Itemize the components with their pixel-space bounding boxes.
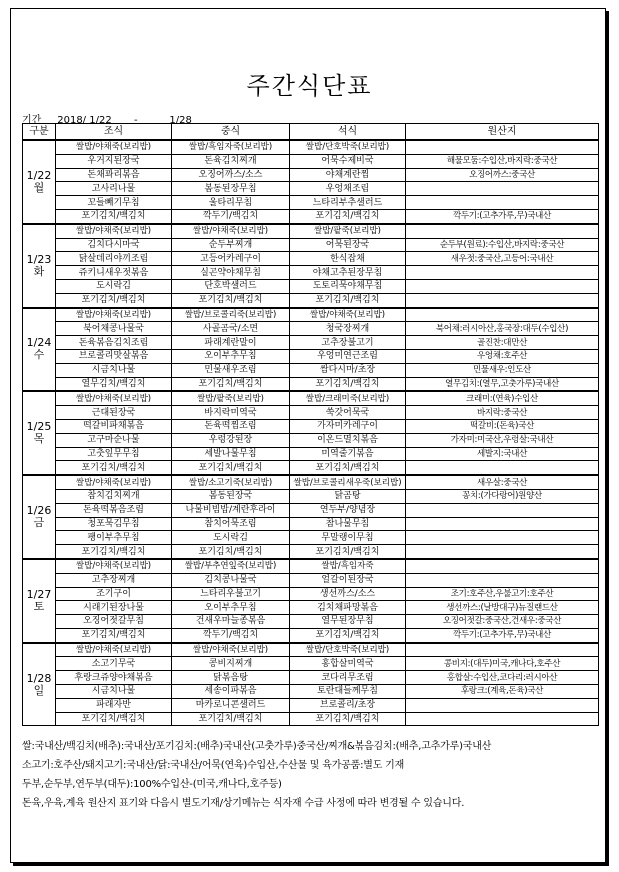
origin-cell: 순두부(원료):수입산,바지락:중국산 [406, 238, 599, 252]
lunch-cell: 쌀밥/브로콜리죽(보리밥) [172, 308, 290, 322]
table-row [23, 140, 599, 154]
period-label: 기간 [22, 115, 42, 126]
origin-cell: 골진찬:대만산 [406, 336, 599, 350]
lunch-cell: 쌀밥/흑임자죽(보리밥) [172, 140, 290, 154]
dinner-cell: 우엉미연근조림 [290, 349, 406, 363]
origin-cell: 조기:호주산,우불고기:호주산 [406, 587, 599, 601]
breakfast-cell: 포기김치/백김치 [56, 545, 172, 559]
day-date: 1/24 [26, 336, 52, 350]
breakfast-cell: 고춧잎무무침 [56, 447, 172, 461]
origin-cell: 콩비지:(대두)미국,캐나다,호주산 [406, 657, 599, 671]
table-row [23, 447, 599, 461]
breakfast-cell: 쌀밥/야채죽(보리밥) [56, 475, 172, 489]
day-date: 1/23 [26, 252, 52, 266]
breakfast-cell: 후랑크쥬양야채볶음 [56, 671, 172, 685]
dinner-cell: 포기김치/백김치 [290, 545, 406, 559]
table-row [23, 615, 599, 629]
lunch-cell: 돈육김치찌개 [172, 154, 290, 168]
day-weekday: 금 [33, 516, 45, 530]
header-dinner: 석식 [290, 124, 406, 141]
lunch-cell: 바지락미역국 [172, 406, 290, 420]
dinner-cell: 쌀밥/크래미죽(보리밥) [290, 391, 406, 405]
lunch-cell: 파래계란말이 [172, 336, 290, 350]
day-date: 1/22 [26, 168, 52, 182]
lunch-cell: 순두부찌개 [172, 238, 290, 252]
breakfast-cell: 소고기무국 [56, 657, 172, 671]
dinner-cell: 쌀밥/단호박죽(보리밥) [290, 643, 406, 657]
lunch-cell: 봄동된장무침 [172, 182, 290, 196]
day-date: 1/25 [26, 420, 52, 434]
lunch-cell: 민물새우조림 [172, 363, 290, 377]
dinner-cell: 얼갈이된장국 [290, 573, 406, 587]
dinner-cell: 쑥갓어묵국 [290, 406, 406, 420]
table-row [23, 503, 599, 517]
lunch-cell: 포기김치/백김치 [172, 293, 290, 307]
breakfast-cell: 포기김치/백김치 [56, 293, 172, 307]
dinner-cell: 포기김치/백김치 [290, 628, 406, 642]
dinner-cell: 포기김치/백김치 [290, 712, 406, 726]
lunch-cell: 콩비지찌개 [172, 657, 290, 671]
header-row [23, 124, 599, 141]
breakfast-cell: 우거지된장국 [56, 154, 172, 168]
day-cell [23, 475, 56, 559]
origin-cell [406, 545, 599, 559]
origin-cell [406, 503, 599, 517]
lunch-cell: 고등어카레구이 [172, 252, 290, 266]
origin-cell: 깍두기:(고추가루,무)국내산 [406, 628, 599, 642]
table-row [23, 587, 599, 601]
period-start: 2018/ 1/22 [57, 115, 112, 126]
dinner-cell: 어묵수제비국 [290, 154, 406, 168]
table-row [23, 279, 599, 293]
lunch-cell: 마카로니콘샐러드 [172, 698, 290, 712]
dinner-cell: 쌀밥/야채죽(보리밥) [290, 308, 406, 322]
origin-cell: 가자미:미국산,우렁살:국내산 [406, 433, 599, 447]
lunch-cell: 참치어묵조림 [172, 517, 290, 531]
origin-cell [406, 196, 599, 210]
breakfast-cell: 북어채콩나물국 [56, 322, 172, 336]
dinner-cell: 고추장불고기 [290, 336, 406, 350]
lunch-cell: 나물비빔밥/계란후라이 [172, 503, 290, 517]
table-row [23, 154, 599, 168]
origin-cell [406, 698, 599, 712]
lunch-cell: 쌀밥/팥죽(보리밥) [172, 391, 290, 405]
origin-cell: 생선까스:(날방대구)뉴질랜드산 [406, 601, 599, 615]
day-date: 1/26 [26, 504, 52, 518]
lunch-cell: 도시락김 [172, 531, 290, 545]
table-row [23, 698, 599, 712]
origin-cell [406, 573, 599, 587]
breakfast-cell: 조기구이 [56, 587, 172, 601]
dinner-cell: 느타리부추샐러드 [290, 196, 406, 210]
breakfast-cell: 쥬키니새우젓볶음 [56, 266, 172, 280]
lunch-cell: 오이부추무침 [172, 601, 290, 615]
header-lunch: 중식 [172, 124, 290, 141]
dinner-cell: 김치채파망볶음 [290, 601, 406, 615]
origin-cell: 세발지:국내산 [406, 447, 599, 461]
lunch-cell: 오징어까스/소스 [172, 168, 290, 182]
notes [22, 737, 602, 813]
breakfast-cell: 돈육볶음김치조림 [56, 336, 172, 350]
origin-cell [406, 266, 599, 280]
breakfast-cell: 포기김치/백김치 [56, 461, 172, 475]
breakfast-cell: 쌀밥/야채죽(보리밥) [56, 308, 172, 322]
dinner-cell: 쌀밥/팥죽(보리밥) [290, 224, 406, 238]
dinner-cell: 참나물무침 [290, 517, 406, 531]
table-row [23, 391, 599, 405]
origin-cell: 크래미:(연육)수입산 [406, 391, 599, 405]
origin-cell: 새우젓:중국산,고등어:국내산 [406, 252, 599, 266]
origin-cell [406, 531, 599, 545]
lunch-cell: 깍두기/백김치 [172, 209, 290, 223]
dinner-cell: 우엉채조림 [290, 182, 406, 196]
day-cell [23, 140, 56, 224]
breakfast-cell: 시금치나물 [56, 685, 172, 699]
dinner-cell: 도토리묵야채무침 [290, 279, 406, 293]
origin-cell: 바지락:중국산 [406, 406, 599, 420]
breakfast-cell: 포기김치/백김치 [56, 712, 172, 726]
day-weekday: 토 [33, 599, 45, 613]
lunch-cell: 단호박샐러드 [172, 279, 290, 293]
table-row [23, 545, 599, 559]
day-weekday: 월 [33, 180, 45, 194]
table-row [23, 182, 599, 196]
origin-cell: 새우살:중국산 [406, 475, 599, 489]
breakfast-cell: 포기김치/백김치 [56, 628, 172, 642]
origin-cell: 우엉채:호주산 [406, 349, 599, 363]
period-end: 1/28 [169, 115, 192, 126]
dinner-cell: 연두부/양념장 [290, 503, 406, 517]
origin-cell: 떡갈비:(돈육)국산 [406, 419, 599, 433]
table-row [23, 209, 599, 223]
period-dash: - [133, 115, 138, 126]
breakfast-cell: 고추장찌개 [56, 573, 172, 587]
breakfast-cell: 돈육떡볶음조림 [56, 503, 172, 517]
origin-cell: 오징어젓갈:중국산,건새우:중국산 [406, 615, 599, 629]
dinner-cell: 닭곰탕 [290, 489, 406, 503]
table-row [23, 419, 599, 433]
header-origin: 원산지 [406, 124, 599, 141]
breakfast-cell: 시금치나물 [56, 363, 172, 377]
table-row [23, 601, 599, 615]
day-cell [23, 391, 56, 475]
table-row [23, 461, 599, 475]
lunch-cell: 사골곰국/소면 [172, 322, 290, 336]
dinner-cell: 포기김치/백김치 [290, 209, 406, 223]
lunch-cell: 포기김치/백김치 [172, 545, 290, 559]
lunch-cell: 닭볶음탕 [172, 671, 290, 685]
lunch-cell: 느타리우불고기 [172, 587, 290, 601]
lunch-cell: 세발나물무침 [172, 447, 290, 461]
breakfast-cell: 떡갈비파채볶음 [56, 419, 172, 433]
breakfast-cell: 쌀밥/야채죽(보리밥) [56, 224, 172, 238]
origin-cell: 깍두기:(고추가루,무)국내산 [406, 209, 599, 223]
breakfast-cell: 파래자반 [56, 698, 172, 712]
header-breakfast: 조식 [56, 124, 172, 141]
breakfast-cell: 쌀밥/야채죽(보리밥) [56, 140, 172, 154]
table-row [23, 489, 599, 503]
dinner-cell: 야채계란찜 [290, 168, 406, 182]
breakfast-cell: 브로콜리맛살볶음 [56, 349, 172, 363]
header-division: 구분 [23, 124, 56, 141]
table-row [23, 657, 599, 671]
table-row [23, 196, 599, 210]
lunch-cell: 실곤약야채무침 [172, 266, 290, 280]
dinner-cell: 코다리무조림 [290, 671, 406, 685]
table-row [23, 643, 599, 657]
lunch-cell: 세송이파볶음 [172, 685, 290, 699]
lunch-cell: 우렁강된장 [172, 433, 290, 447]
dinner-cell: 미역줄기볶음 [290, 447, 406, 461]
day-weekday: 목 [33, 432, 45, 446]
menu-table [22, 123, 599, 726]
day-cell [23, 559, 56, 643]
lunch-cell: 쌀밥/야채죽(보리밥) [172, 643, 290, 657]
day-date: 1/27 [26, 587, 52, 601]
table-row [23, 517, 599, 531]
origin-cell: 홍합살:수입산,코다리:러시아산 [406, 671, 599, 685]
dinner-cell: 쌈다시마/초장 [290, 363, 406, 377]
day-weekday: 화 [33, 264, 45, 278]
origin-cell: 후랑크:(계육,돈육)국산 [406, 685, 599, 699]
page-title: 주간식단표 [246, 72, 373, 100]
table-row [23, 712, 599, 726]
breakfast-cell: 근대된장국 [56, 406, 172, 420]
dinner-cell: 쌀밥/흑임자죽 [290, 559, 406, 573]
origin-cell: 민물새우:인도산 [406, 363, 599, 377]
table-row [23, 671, 599, 685]
origin-cell: 꽁치:(가다랑어)원양산 [406, 489, 599, 503]
origin-cell [406, 308, 599, 322]
lunch-cell: 포기김치/백김치 [172, 461, 290, 475]
note-line: 소고기:호주산/돼지고기:국내산/닭:국내산/어묵(연육)수입산,수산물 및 육가공품:별도 기재 [22, 760, 405, 771]
table-row [23, 224, 599, 238]
origin-cell: 열무김치:(열무,고춧가루)국내산 [406, 377, 599, 391]
breakfast-cell: 포기김치/백김치 [56, 209, 172, 223]
lunch-cell: 오이부추무침 [172, 349, 290, 363]
origin-cell: 북어채:러시아산,홍국장:대두(수입산) [406, 322, 599, 336]
day-cell [23, 224, 56, 308]
breakfast-cell: 팽이부추무침 [56, 531, 172, 545]
table-row [23, 252, 599, 266]
note-line: 두부,순두부,연두부(대두):100%수입산-(미국,캐나다,호주등) [22, 779, 282, 790]
menu-body [23, 140, 599, 726]
lunch-cell: 깍두기/백김치 [172, 628, 290, 642]
table-row [23, 573, 599, 587]
breakfast-cell: 김치다시마국 [56, 238, 172, 252]
breakfast-cell: 열무김치/백김치 [56, 377, 172, 391]
table-row [23, 168, 599, 182]
origin-cell [406, 182, 599, 196]
breakfast-cell: 참치김치찌개 [56, 489, 172, 503]
breakfast-cell: 닭살데리야끼조림 [56, 252, 172, 266]
dinner-cell: 야채고추된장무침 [290, 266, 406, 280]
note-line: 쌀:국내산/백김치(배추):국내산/포기김치:(배추)국내산(고춧가루)중국산/찌개&볶음김치:(배추,고추가루)국내산 [22, 741, 492, 752]
lunch-cell: 돈육떡찜조림 [172, 419, 290, 433]
table-row [23, 349, 599, 363]
table-row [23, 559, 599, 573]
dinner-cell: 포기김치/백김치 [290, 461, 406, 475]
day-cell [23, 643, 56, 726]
dinner-cell: 토란대들께무침 [290, 685, 406, 699]
dinner-cell: 브로콜리/초장 [290, 698, 406, 712]
breakfast-cell: 시래기된장나물 [56, 601, 172, 615]
lunch-cell: 건새우마늘종볶음 [172, 615, 290, 629]
table-row [23, 685, 599, 699]
dinner-cell: 쌀밥/단호박죽(보리밥) [290, 140, 406, 154]
table-row [23, 363, 599, 377]
lunch-cell: 쌀밥/소고기죽(보리밥) [172, 475, 290, 489]
origin-cell [406, 140, 599, 154]
table-row [23, 336, 599, 350]
table-row [23, 238, 599, 252]
origin-cell: 해물모둠:수입산,바지락:중국산 [406, 154, 599, 168]
lunch-cell: 포기김치/백김치 [172, 377, 290, 391]
breakfast-cell: 고사리나물 [56, 182, 172, 196]
dinner-cell: 열무된장무침 [290, 615, 406, 629]
origin-cell: 오징어까스:중국산 [406, 168, 599, 182]
table-row [23, 308, 599, 322]
table-row [23, 322, 599, 336]
lunch-cell: 포기김치/백김치 [172, 712, 290, 726]
note-line: 돈육,우육,계육 원산지 표기와 다음시 별도기재/상기메뉴는 식자재 수급 사정에 따라 변경될 수 있습니다. [22, 798, 465, 809]
dinner-cell: 가자미카레구이 [290, 419, 406, 433]
day-weekday: 일 [33, 683, 45, 697]
lunch-cell: 쌀밥/야채죽(보리밥) [172, 224, 290, 238]
origin-cell [406, 293, 599, 307]
day-weekday: 수 [33, 348, 45, 362]
lunch-cell: 김치콩나물국 [172, 573, 290, 587]
dinner-cell: 포기김치/백김치 [290, 293, 406, 307]
dinner-cell: 쌀밥/브로콜리새우죽(보리밥) [290, 475, 406, 489]
day-cell [23, 308, 56, 392]
breakfast-cell: 돈채꽈리볶음 [56, 168, 172, 182]
breakfast-cell: 쌀밥/야채죽(보리밥) [56, 643, 172, 657]
day-date: 1/28 [26, 671, 52, 685]
breakfast-cell: 고구마순나물 [56, 433, 172, 447]
breakfast-cell: 오징어젓갈무침 [56, 615, 172, 629]
origin-cell [406, 224, 599, 238]
table-row [23, 475, 599, 489]
table-row [23, 433, 599, 447]
table-row [23, 377, 599, 391]
lunch-cell: 울타리무침 [172, 196, 290, 210]
lunch-cell: 쌀밥/부추연잎죽(보리밥) [172, 559, 290, 573]
table-row [23, 266, 599, 280]
dinner-cell: 홍합살미역국 [290, 657, 406, 671]
table-row [23, 628, 599, 642]
dinner-cell: 포기김치/백김치 [290, 377, 406, 391]
dinner-cell: 어묵된장국 [290, 238, 406, 252]
table-row [23, 406, 599, 420]
dinner-cell: 무말랭이무침 [290, 531, 406, 545]
origin-cell [406, 712, 599, 726]
origin-cell [406, 461, 599, 475]
table-row [23, 293, 599, 307]
breakfast-cell: 청포묵김무침 [56, 517, 172, 531]
origin-cell [406, 643, 599, 657]
dinner-cell: 이온드멸치볶음 [290, 433, 406, 447]
breakfast-cell: 꼬들빼기무침 [56, 196, 172, 210]
breakfast-cell: 쌀밥/야채죽(보리밥) [56, 559, 172, 573]
lunch-cell: 봄동된장국 [172, 489, 290, 503]
origin-cell [406, 559, 599, 573]
dinner-cell: 생선까스/소스 [290, 587, 406, 601]
breakfast-cell: 쌀밥/야채죽(보리밥) [56, 391, 172, 405]
dinner-cell: 청국장찌개 [290, 322, 406, 336]
dinner-cell: 한식잡채 [290, 252, 406, 266]
origin-cell [406, 279, 599, 293]
origin-cell [406, 517, 599, 531]
table-row [23, 531, 599, 545]
breakfast-cell: 도시락김 [56, 279, 172, 293]
